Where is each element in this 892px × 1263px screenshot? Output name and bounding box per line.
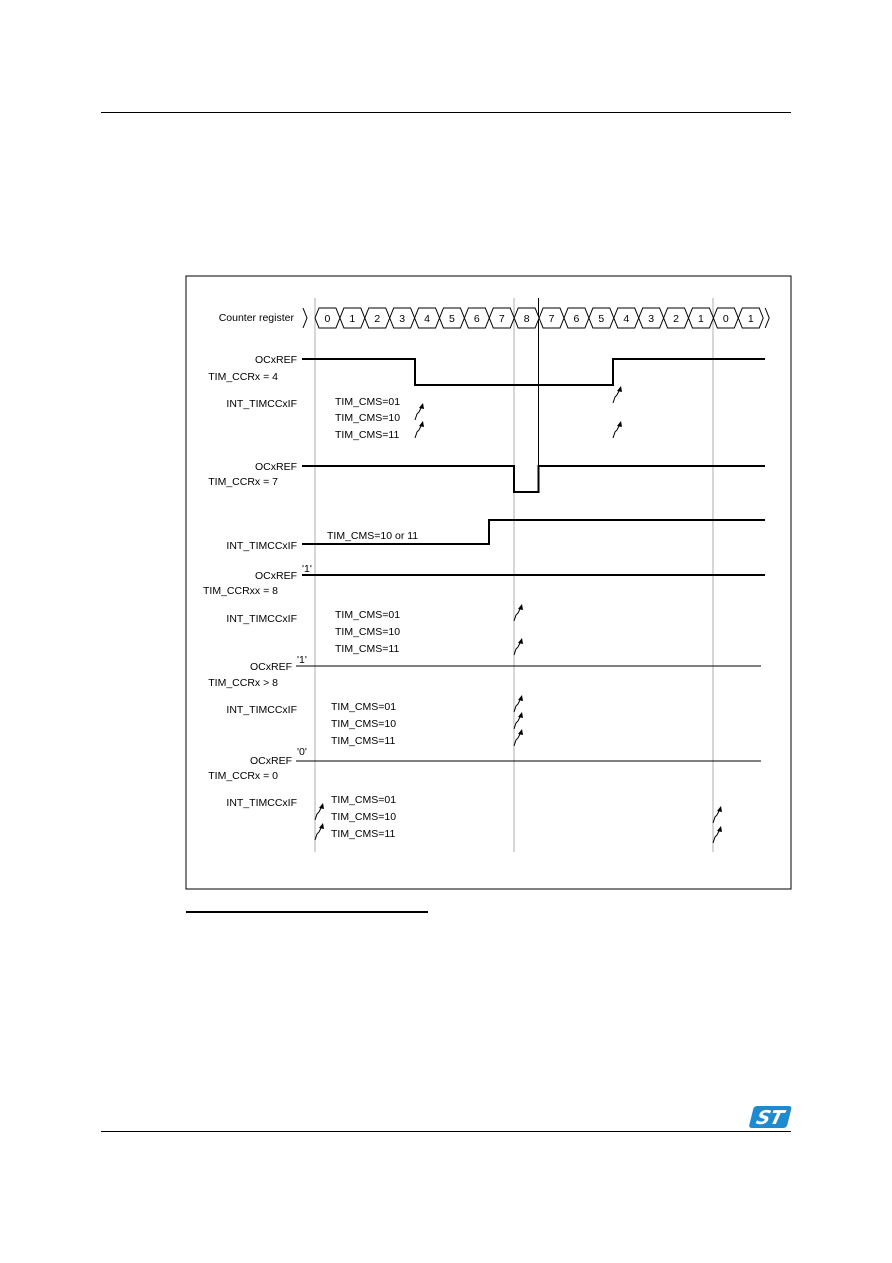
ccr-label: TIM_CCRxx = 8 — [203, 585, 278, 597]
event-arrow-icon — [514, 604, 523, 621]
section-ccrx-8 — [203, 563, 765, 655]
event-arrow-icon — [315, 823, 324, 840]
cms-label-01: TIM_CMS=01 — [335, 396, 401, 408]
event-arrow-icon — [514, 712, 523, 729]
counter-break-right — [765, 308, 769, 328]
counter-value: 7 — [498, 313, 505, 325]
level-mark: '1' — [302, 563, 312, 575]
counter-value: 1 — [698, 313, 704, 325]
cms-label-10: TIM_CMS=10 — [331, 811, 397, 823]
section-ccrx-gt-8 — [208, 654, 761, 747]
cms-label-11: TIM_CMS=11 — [331, 828, 396, 840]
counter-value: 3 — [648, 313, 655, 325]
counter-value: 6 — [473, 313, 480, 325]
counter-register-cells — [303, 308, 769, 328]
ccr-label: TIM_CCRx > 8 — [208, 677, 278, 689]
cms-label-10: TIM_CMS=10 — [331, 718, 397, 730]
section-ccrx-7 — [208, 461, 765, 552]
ccr-label: TIM_CCRx = 0 — [208, 770, 278, 782]
int-flag-label: INT_TIMCCxIF — [226, 540, 297, 552]
ocxref-label: OCxREF — [250, 661, 292, 673]
cms-label-01: TIM_CMS=01 — [335, 609, 401, 621]
event-arrow-icon — [713, 826, 722, 843]
event-arrow-icon — [514, 729, 523, 746]
level-mark: '0' — [297, 746, 307, 758]
counter-break-left — [303, 308, 307, 328]
ccr-label: TIM_CCRx = 7 — [208, 476, 278, 488]
ocxref-waveform — [302, 466, 765, 492]
event-arrow-icon — [613, 386, 622, 403]
int-flag-label: INT_TIMCCxIF — [226, 398, 297, 410]
event-arrow-icon — [613, 421, 622, 438]
section-ccrx-0 — [208, 746, 761, 840]
int-flag-label: INT_TIMCCxIF — [226, 613, 297, 625]
counter-value: 4 — [424, 313, 430, 325]
ccr-label: TIM_CCRx = 4 — [208, 371, 278, 383]
cms-label-01: TIM_CMS=01 — [331, 701, 397, 713]
counter-value: 6 — [573, 313, 580, 325]
counter-value: 2 — [374, 313, 381, 325]
st-logo-text: ST — [753, 1106, 787, 1129]
event-arrow-icon — [514, 695, 523, 712]
cms-label-11: TIM_CMS=11 — [335, 429, 400, 441]
counter-value: 0 — [324, 313, 331, 325]
counter-value: 8 — [523, 313, 530, 325]
ocxref-label: OCxREF — [255, 354, 297, 366]
ocxref-label: OCxREF — [255, 570, 297, 582]
st-logo — [748, 1106, 792, 1129]
level-mark: '1' — [297, 654, 307, 666]
event-arrow-icon — [415, 403, 424, 420]
event-arrow-icon — [415, 421, 424, 438]
cms-label-10: TIM_CMS=10 — [335, 626, 401, 638]
cms-label-10: TIM_CMS=10 — [335, 412, 401, 424]
ocxref-label: OCxREF — [255, 461, 297, 473]
cms-label-11: TIM_CMS=11 — [335, 643, 400, 655]
counter-value: 1 — [349, 313, 356, 325]
int-flag-label: INT_TIMCCxIF — [226, 797, 297, 809]
counter-value: 1 — [747, 313, 754, 325]
counter-value: 7 — [548, 313, 555, 325]
ocxref-waveform — [302, 359, 765, 385]
event-arrow-icon — [514, 638, 523, 655]
counter-value: 2 — [673, 313, 679, 325]
counter-value: 4 — [623, 313, 630, 325]
cms-label-11: TIM_CMS=11 — [331, 735, 396, 747]
section-ccrx-4 — [208, 354, 765, 441]
cms-text: TIM_CMS=10 or 11 — [327, 530, 419, 542]
event-arrow-icon — [713, 806, 722, 823]
cms-label-01: TIM_CMS=01 — [331, 794, 397, 806]
int-flag-label: INT_TIMCCxIF — [226, 704, 297, 716]
ocxref-label: OCxREF — [250, 755, 292, 767]
counter-register-label: Counter register — [218, 312, 294, 324]
counter-value: 3 — [399, 313, 406, 325]
counter-value: 5 — [449, 313, 455, 325]
counter-value: 0 — [722, 313, 729, 325]
event-arrow-icon — [315, 803, 324, 820]
counter-value: 5 — [598, 313, 605, 325]
